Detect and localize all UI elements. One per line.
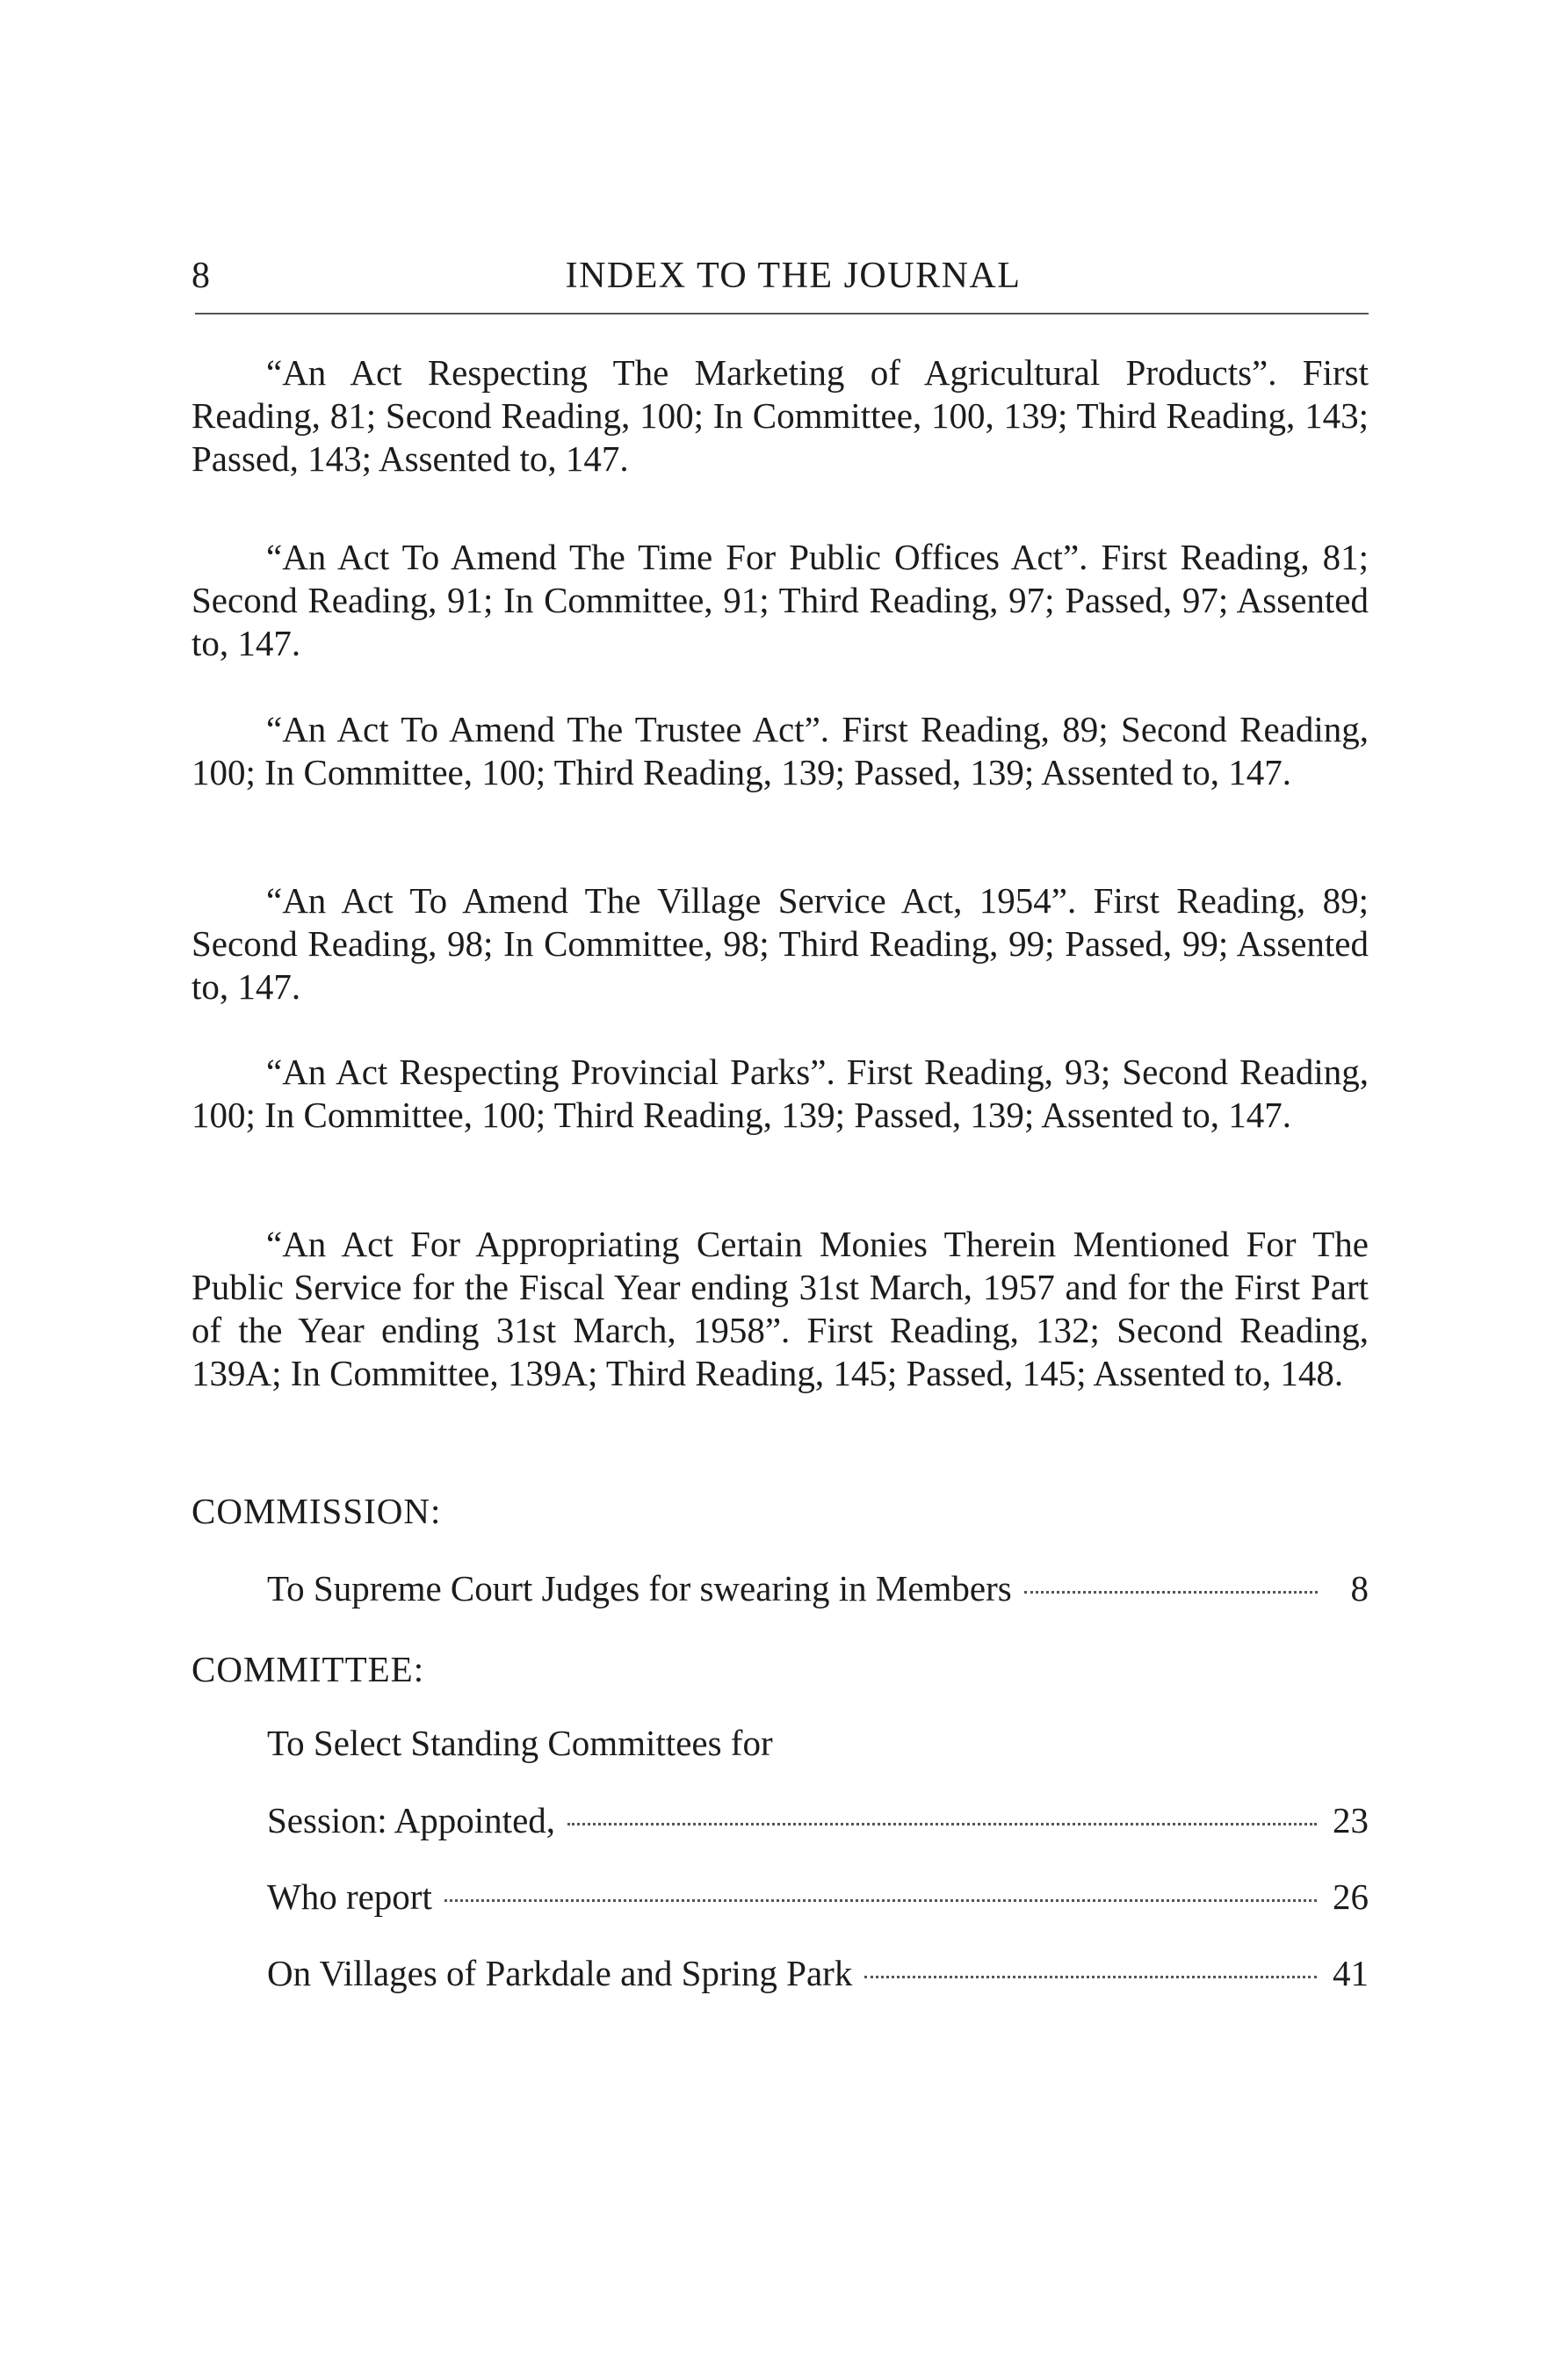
- toc-item-page: 23: [1333, 1800, 1369, 1840]
- toc-item-page: 41: [1333, 1953, 1369, 1993]
- page-number: 8: [191, 256, 212, 296]
- act-entry-provincial-parks: “An Act Respecting Provincial Parks”. First Reading, 93; Second Reading, 100; In Committee, 100; Third Reading, 139; Passed, 139; Assented to, 147.: [191, 1052, 1369, 1135]
- page-header: [191, 255, 1369, 307]
- dot-leader: [444, 1899, 1317, 1902]
- toc-item-label: On Villages of Parkdale and Spring Park: [267, 1953, 853, 1993]
- toc-item-page: 8: [1350, 1568, 1369, 1609]
- act-entry-time-public-offices: “An Act To Amend The Time For Public Offices Act”. First Reading, 81; Second Reading, 91; In Committee, 91; Third Reading, 97; Passed, 97; Assented to, 147.: [191, 537, 1369, 663]
- toc-item-label: To Supreme Court Judges for swearing in Members: [267, 1568, 1012, 1609]
- commission-heading: COMMISSION:: [191, 1491, 442, 1531]
- committee-item-parkdale-spring-park: [267, 1952, 1369, 1996]
- toc-item-page: 26: [1333, 1876, 1369, 1917]
- act-entry-appropriating-monies: “An Act For Appropriating Certain Monies Therein Mentioned For The Public Service for the Fiscal Year ending 31st March, 1957 and for the First Part of the Year ending 31st March, 1958”. First Reading, 132; Second Reading, 139A; In Committee, 139A; Third Reading, 145; Passed, 145; Assented to, 148.: [191, 1224, 1369, 1393]
- committee-heading: COMMITTEE:: [191, 1649, 425, 1689]
- dot-leader: [567, 1823, 1317, 1825]
- commission-item-supreme-court-judges: [267, 1567, 1369, 1611]
- header-rule: [195, 313, 1369, 314]
- toc-item-label: Session: Appointed,: [267, 1800, 556, 1840]
- dot-leader: [1024, 1591, 1318, 1594]
- toc-item-label: Who report: [267, 1876, 432, 1917]
- running-title: INDEX TO THE JOURNAL: [565, 256, 1022, 296]
- committee-item-session-appointed: [267, 1799, 1369, 1843]
- act-entry-village-service-act: “An Act To Amend The Village Service Act, 1954”. First Reading, 89; Second Reading, 98; In Committee, 98; Third Reading, 99; Passed, 99; Assented to, 147.: [191, 880, 1369, 1007]
- act-entry-trustee-act: “An Act To Amend The Trustee Act”. First Reading, 89; Second Reading, 100; In Committee, 100; Third Reading, 139; Passed, 139; Assented to, 147.: [191, 709, 1369, 792]
- act-entry-marketing-agricultural-products: “An Act Respecting The Marketing of Agricultural Products”. First Reading, 81; Second Reading, 100; In Committee, 100, 139; Third Reading, 143; Passed, 143; Assented to, 147.: [191, 352, 1369, 479]
- committee-item-who-report: [267, 1876, 1369, 1919]
- dot-leader: [864, 1976, 1317, 1978]
- committee-intro: To Select Standing Committees for: [267, 1723, 773, 1763]
